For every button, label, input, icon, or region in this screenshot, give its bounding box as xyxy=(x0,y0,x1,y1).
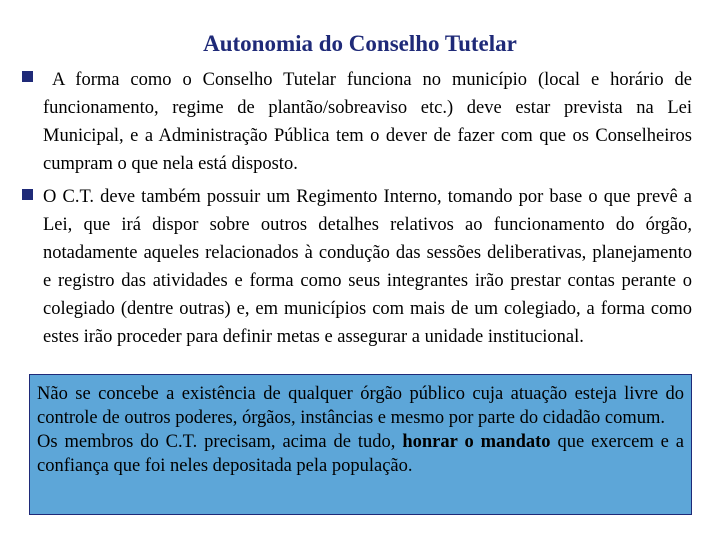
callout-paragraph-2 xyxy=(37,430,684,478)
square-bullet-icon xyxy=(22,71,33,82)
bullet-text-2: O C.T. deve também possuir um Regimento Interno, tomando por base o que prevê a Lei, que irá dispor sobre outros detalhes relativos ao funcionamento do órgão, notadamente aqueles relacionados à condução das sessões deliberativas, planejamento e registro das atividades e forma como seus integrantes irão prestar contas perante o colegiado (dentre outras) e, em municípios com mais de um colegiado, a forma como estes irão proceder para definir metas e assegurar a unidade institucional. xyxy=(43,187,692,347)
slide-title: Autonomia do Conselho Tutelar xyxy=(203,31,517,56)
bullet-text-1: A forma como o Conselho Tutelar funciona no município (local e horário de funcionamento, regime de plantão/sobreaviso etc.) deve estar prevista na Lei Municipal, e a Administração Pública tem o dever de fazer com que os Conselheiros cumpram o que nela está disposto. xyxy=(43,70,692,174)
callout-text-before: Os membros do C.T. precisam, acima de tudo, xyxy=(37,432,403,452)
callout-paragraph-1: Não se concebe a existência de qualquer órgão público cuja atuação esteja livre do controle de outros poderes, órgãos, instâncias e mesmo por parte do cidadão comum. xyxy=(37,384,684,428)
callout-text-after: que exercem e a confiança que foi neles depositada pela população. xyxy=(37,432,685,476)
square-bullet-icon xyxy=(22,189,33,200)
bullet-item-1 xyxy=(22,66,692,178)
bullet-item-2 xyxy=(22,183,692,351)
callout-box xyxy=(29,374,692,515)
callout-emphasis: honrar o mandato xyxy=(402,432,551,452)
